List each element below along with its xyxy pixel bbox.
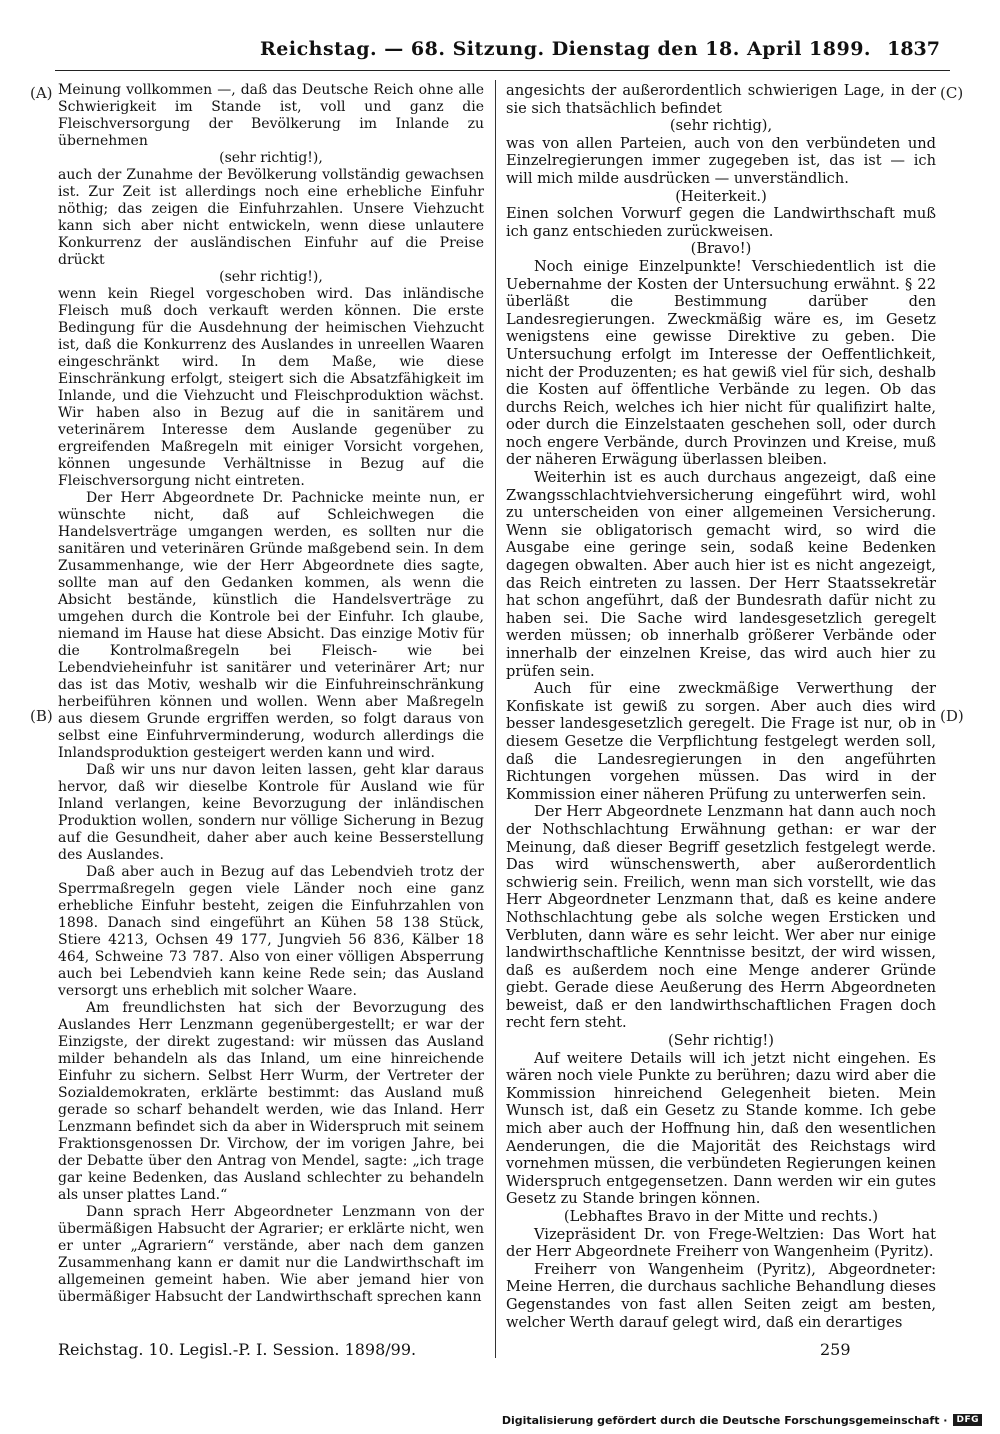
dfg-logo: DFG	[953, 1414, 982, 1426]
margin-marker-c: (C)	[940, 84, 964, 102]
page-header-number: 1837	[887, 38, 940, 60]
paragraph: Dann sprach Herr Abgeordneter Lenzmann von der übermäßigen Habsucht der Agrarier; er erklärte nicht, wen er unter „Agrariern“ verstände, aber nach dem ganzen Zusammenhang kann er damit nur die Landwirthschaft im allgemeinen gemeint haben. Wie aber jemand hier von übermäßiger Habsucht der Landwirthschaft sprechen kann	[58, 1204, 484, 1305]
page-header-title: Reichstag. — 68. Sitzung. Dienstag den 18. April 1899.	[260, 38, 872, 60]
margin-marker-d: (D)	[940, 707, 964, 725]
paragraph: (Sehr richtig!)	[668, 1032, 774, 1050]
paragraph: Freiherr von Wangenheim (Pyritz), Abgeordneter: Meine Herren, die durchaus sachliche Behandlung dieses Gegenstandes von fast allen Seiten zeigt am besten, welcher Werth darauf gelegt wird, daß ein derartiges	[506, 1260, 936, 1331]
paragraph: Auch für eine zweckmäßige Verwerthung der Konfiskate ist gewiß zu sorgen. Aber auch dies wird besser landesgesetzlich geregelt. Die Frage ist nur, ob in diesem Gesetze die Verpflichtung festgelegt werden soll, daß die Landesregierungen in den angeführten Richtungen vorgehen müssen. Das wird in der Kommission einer näheren Prüfung zu unterwerfen sein.	[506, 680, 936, 803]
paragraph: (sehr richtig!),	[219, 150, 323, 166]
paragraph: Daß wir uns nur davon leiten lassen, geht klar daraus hervor, daß wir dieselbe Kontrole für Ausland wie für Inland verlangen, keine Bevorzugung der inländischen Produktion wollen, sondern nur völlige Sicherung in Bezug auf die Gesundheit, daher aber auch keine Besserstellung des Auslandes.	[58, 762, 484, 863]
paragraph: Am freundlichsten hat sich der Bevorzugung des Auslandes Herr Lenzmann gegenübergestellt; er war der Einzigste, der direkt zugestand: wir müssen das Ausland milder behandeln als das Inland, um eine hinreichende Einfuhr zu sichern. Selbst Herr Wurm, der Vertreter der Sozialdemokraten, erklärte bestimmt: das Ausland muß gerade so scharf behandelt werden, wie das Inland. Herr Lenzmann befindet sich da aber in Widerspruch mit seinem Fraktionsgenossen Dr. Virchow, der im vorigen Jahre, bei der Debatte über den Antrag von Mendel, sagte: „ich trage gar keine Bedenken, das Ausland schlechter zu behandeln als unser plattes Land.“	[58, 1000, 484, 1203]
left-column	[58, 82, 484, 1306]
margin-marker-b: (B)	[30, 707, 53, 725]
digitization-text: Digitalisierung gefördert durch die Deutsche Forschungsgemeinschaft ·	[501, 1413, 948, 1427]
paragraph: Meinung vollkommen —, daß das Deutsche Reich ohne alle Schwierigkeit im Stande ist, voll und ganz die Fleischversorgung der Bevölkerung im Inlande zu übernehmen	[58, 82, 484, 149]
paragraph: Vizepräsident Dr. von Frege-Weltzien: Das Wort hat der Herr Abgeordnete Freiherr von Wangenheim (Pyritz).	[506, 1225, 936, 1261]
paragraph: Auf weitere Details will ich jetzt nicht eingehen. Es wären noch viele Punkte zu berühren; dazu wird aber die Kommission hinreichend Gelegenheit bieten. Mein Wunsch ist, daß ein Gesetz zu Stande komme. Ich gebe mich aber auch der Hoffnung hin, daß den wesentlichen Aenderungen, die die Majorität des Reichstags wird vornehmen müssen, die verbündeten Regierungen keinen Widerspruch entgegensetzen. Dann werden wir ein gutes Gesetz zu Stande bringen können.	[506, 1049, 936, 1208]
paragraph: Daß aber auch in Bezug auf das Lebendvieh trotz der Sperrmaßregeln gegen viele Länder noch eine ganz erhebliche Einfuhr besteht, zeigen die Einfuhrzahlen von 1898. Danach sind eingeführt an Kühen 58 138 Stück, Stiere 4213, Ochsen 49 177, Jungvieh 56 836, Kälber 18 464, Schweine 73 787. Also von einer völligen Absperrung auch bei Lebendvieh kann keine Rede sein; das Ausland versorgt uns erheblich mit solcher Waare.	[58, 864, 484, 999]
paragraph: wenn kein Riegel vorgeschoben wird. Das inländische Fleisch muß doch verkauft werden können. Die erste Bedingung für die Ausdehnung der heimischen Viehzucht ist, daß die Konkurrenz des Auslandes in unreellen Waaren eingeschränkt wird. In dem Maße, wie diese Einschränkung erfolgt, steigert sich die Absatzfähigkeit im Inlande, und die Viehzucht und Fleischproduktion wächst. Wir haben also in Bezug auf die in sanitärem und veterinärem Interesse dem Auslande gegenüber zu ergreifenden Maßregeln mit einiger Vorsicht vorgehen, können ungesunde Verhältnisse in Bezug auf die Fleischversorgung nicht eintreten.	[58, 286, 484, 489]
paragraph: Der Herr Abgeordnete Dr. Pachnicke meinte nun, er wünschte nicht, daß auf Schleichwegen die Handelsverträge umgangen werden, es sollten nur die sanitären und veterinären Gründe maßgebend sein. In dem Zusammenhange, wie der Herr Abgeordnete dies sagte, sollte man auf den Gedanken kommen, als wenn die Absicht bestände, künstlich die Handelsverträge zu umgehen durch die Kontrole bei der Einfuhr. Ich glaube, niemand im Hause hat diese Absicht. Das einzige Motiv für die Kontrolmaßregeln bei Fleisch- wie bei Lebendvieheinfuhr ist sanitärer und veterinärer Art; nur das ist das Motiv, weshalb wir die Einfuhreinschränkung herbeiführen können und wollen. Wenn aber Maßregeln aus diesem Grunde ergriffen werden, so folgt daraus von selbst eine Einfuhrverminderung, wodurch allerdings die Inlandsproduktion gesteigert werden kann und wird.	[58, 490, 484, 761]
paragraph: Der Herr Abgeordnete Lenzmann hat dann auch noch der Nothschlachtung Erwähnung gethan: er war der Meinung, daß dieser Begriff gesetzlich festgelegt werde. Das wird wünschenswerth, aber außerordentlich schwierig sein. Freilich, wenn man sich vorstellt, wie das Herr Abgeordneter Lenzmann that, daß es keine andere Nothschlachtung gebe als solche wegen Ersticken und Verbluten, dann wäre es sehr leicht. Wer aber nur einige landwirthschaftliche Kenntnisse besitzt, der wird wissen, daß es außerdem noch eine Menge anderer Gründe giebt. Gerade diese Aeußerung des Herrn Abgeordneten beweist, daß er den landwirthschaftlichen Fragen doch recht fern steht.	[506, 803, 936, 1032]
footer-page-number: 259	[820, 1340, 851, 1359]
column-divider	[495, 80, 496, 1358]
paragraph: (Lebhaftes Bravo in der Mitte und rechts.)	[563, 1208, 879, 1225]
paragraph: Weiterhin ist es auch durchaus angezeigt, daß eine Zwangsschlachtviehversicherung eingeführt wird, wohl zu unterscheiden von einer allgemeinen Versicherung. Wenn sie obligatorisch gemacht wird, so wird die Ausgabe eine geringe sein, sodaß keine Bedenken dagegen obwalten. Aber auch hier ist es nicht angezeigt, das Reich eintreten zu lassen. Der Herr Staatssekretär hat schon angeführt, daß der Bundesrath dafür nicht zu haben sei. Die Sache wird landesgesetzlich geregelt werden müssen; ob innerhalb größerer Verbände oder innerhalb der einzelnen Kreise, das wird auch hier zu prüfen sein.	[506, 469, 936, 680]
paragraph: Einen solchen Vorwurf gegen die Landwirthschaft muß ich ganz entschieden zurückweisen.	[506, 205, 936, 240]
paragraph: (sehr richtig),	[669, 117, 773, 135]
digitization-notice	[502, 1412, 982, 1428]
header-rule	[55, 70, 950, 71]
right-column	[506, 82, 936, 1331]
footer-session-info: Reichstag. 10. Legisl.-P. I. Session. 1898/99.	[58, 1340, 417, 1359]
paragraph: (Heiterkeit.)	[675, 187, 767, 205]
paragraph: (Bravo!)	[690, 240, 752, 258]
paragraph: (sehr richtig!),	[219, 269, 323, 285]
running-head	[60, 38, 940, 64]
paragraph: auch der Zunahme der Bevölkerung vollständig gewachsen ist. Zur Zeit ist allerdings noch eine erhebliche Einfuhr nöthig; das zeigen die Einfuhrzahlen. Unsere Viehzucht kann sich aber nicht entwickeln, wenn diese unlautere Konkurrenz der ausländischen Einfuhr auf die Preise drückt	[58, 167, 484, 268]
paragraph: Noch einige Einzelpunkte! Verschiedentlich ist die Uebernahme der Kosten der Untersuchung erwähnt. § 22 überläßt die Bestimmung darüber den Landesregierungen. Zweckmäßig wäre es, im Gesetz wenigstens eine gewisse Direktive zu geben. Die Untersuchung erfolgt im Interesse der Oeffentlichkeit, nicht der Produzenten; es hat gewiß viel für sich, deshalb die Kosten auf öffentliche Verbände zu legen. Ob das durchs Reich, welches ich hier nicht für qualifizirt halte, oder durch die Einzelstaaten geschehen soll, oder durch noch engere Verbände, durch Provinzen und Kreise, muß der näheren Erwägung überlassen bleiben.	[506, 257, 936, 469]
paragraph: was von allen Parteien, auch von den verbündeten und Einzelregierungen immer zugegeben ist, das ist — ich will mich milde ausdrücken — unverständlich.	[506, 134, 936, 187]
margin-marker-a: (A)	[30, 84, 53, 102]
paragraph: angesichts der außerordentlich schwierigen Lage, in der sie sich thatsächlich befindet	[506, 82, 936, 117]
